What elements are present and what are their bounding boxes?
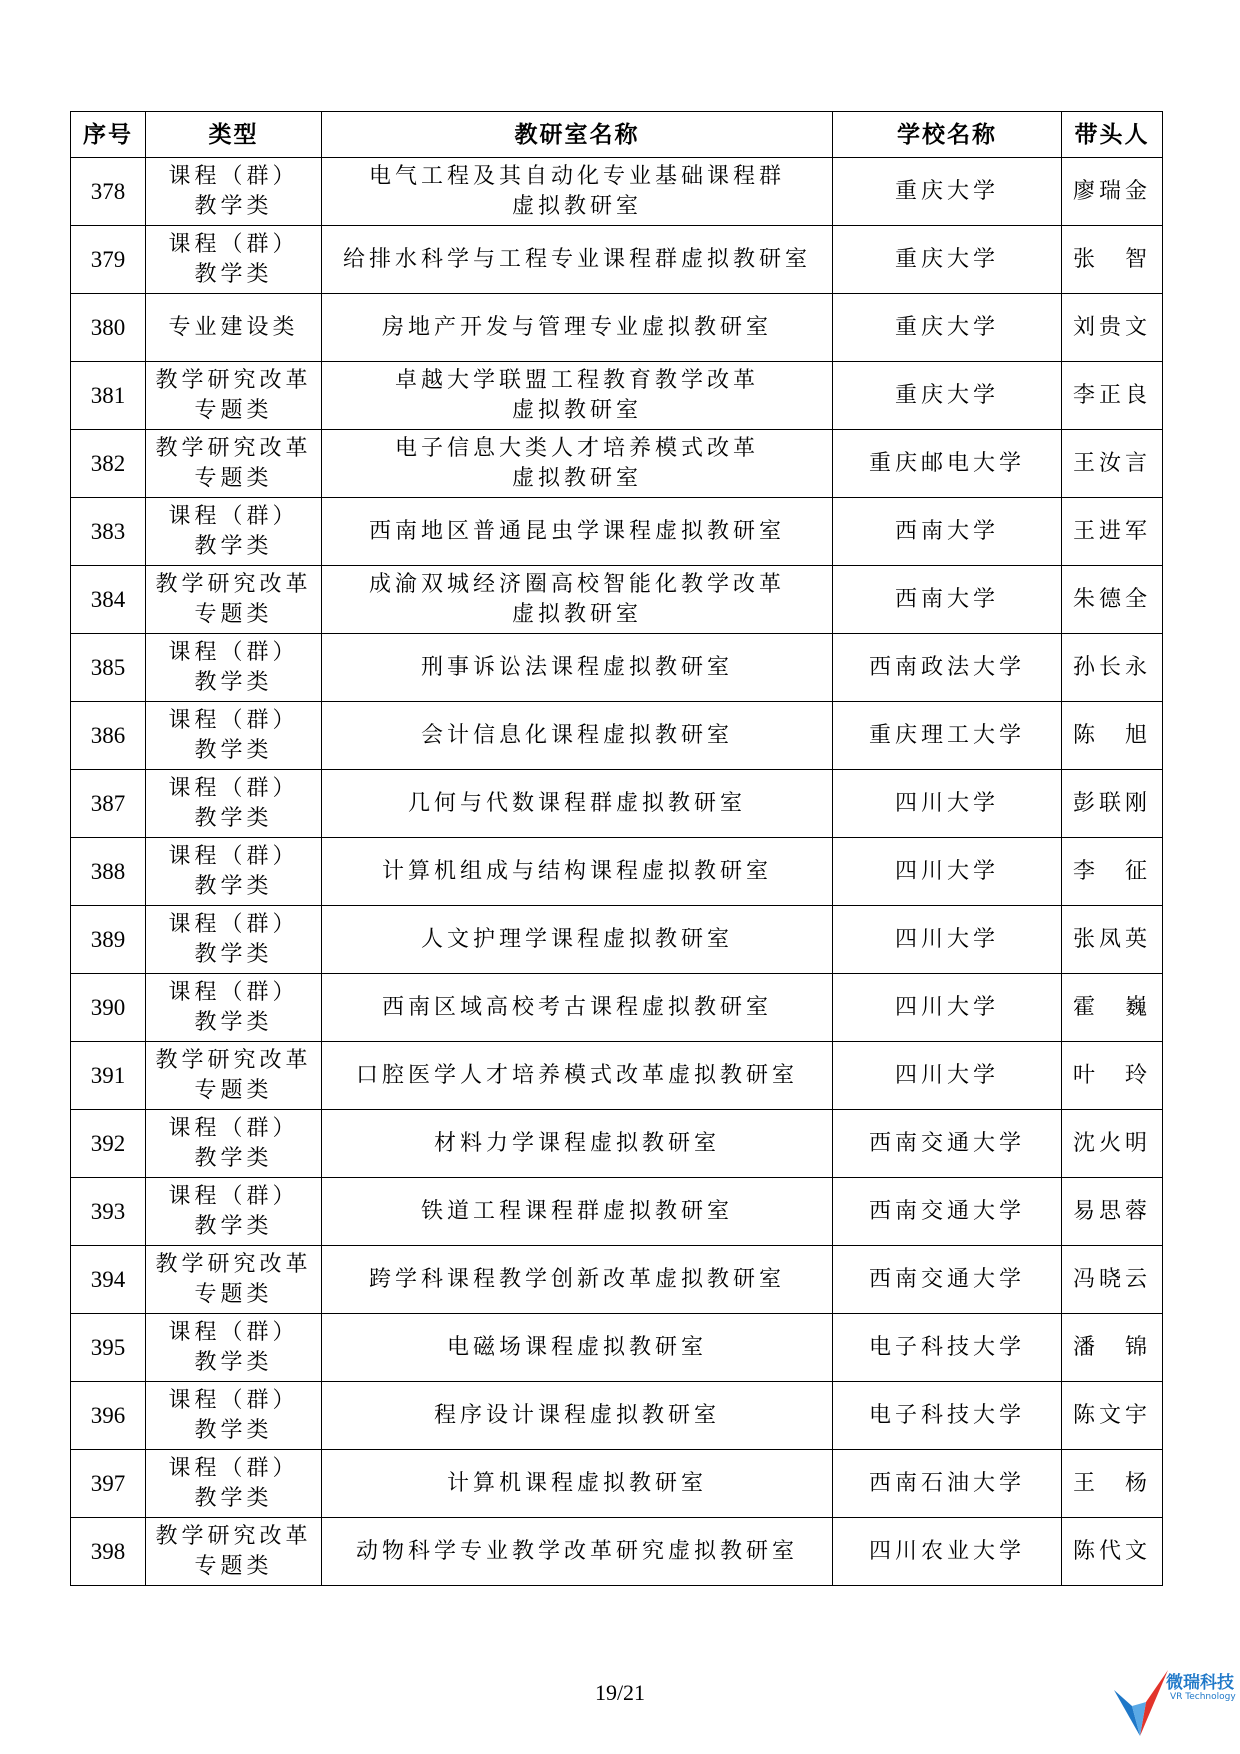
cell-type [146, 1518, 322, 1586]
cell-no [71, 1110, 146, 1178]
cell-leader [1062, 158, 1163, 226]
cell-no-text: 394 [90, 1266, 126, 1292]
cell-school-text: 西南大学 [894, 586, 999, 612]
cell-leader [1062, 702, 1163, 770]
cell-name-text: 会计信息化课程虚拟教研室 [420, 722, 733, 748]
cell-name-text: 动物科学专业教学改革研究虚拟教研室 [355, 1538, 798, 1564]
cell-name [322, 1110, 833, 1178]
cell-type [146, 158, 322, 226]
cell-name-text: 计算机组成与结构课程虚拟教研室 [381, 858, 772, 884]
table-row [71, 1518, 1163, 1586]
cell-no [71, 1042, 146, 1110]
cell-name-text: 铁道工程课程群虚拟教研室 [420, 1198, 733, 1224]
cell-name [322, 158, 833, 226]
cell-type [146, 906, 322, 974]
cell-no [71, 1450, 146, 1518]
cell-school-text: 西南交通大学 [868, 1266, 1025, 1292]
header-school: 学校名称 [833, 112, 1062, 158]
cell-leader [1062, 294, 1163, 362]
cell-no-text: 391 [90, 1062, 126, 1088]
cell-leader [1062, 1450, 1163, 1518]
cell-type [146, 702, 322, 770]
cell-name [322, 430, 833, 498]
cell-name [322, 362, 833, 430]
header-type: 类型 [146, 112, 322, 158]
cell-no-text: 386 [90, 722, 126, 748]
cell-type [146, 1314, 322, 1382]
cell-name-text: 房地产开发与管理专业虚拟教研室 [381, 314, 772, 340]
table-row [71, 566, 1163, 634]
cell-school-text: 西南石油大学 [868, 1470, 1025, 1496]
header-row [71, 112, 1163, 158]
cell-type-text: 课程（群） 教学类 [168, 1455, 299, 1511]
cell-name [322, 294, 833, 362]
cell-type-text: 课程（群） 教学类 [168, 911, 299, 967]
cell-leader [1062, 770, 1163, 838]
table-row [71, 158, 1163, 226]
table-row [71, 906, 1163, 974]
cell-no-text: 379 [90, 246, 126, 272]
cell-no-text: 380 [90, 314, 126, 340]
cell-school-text: 四川大学 [894, 926, 999, 952]
cell-leader-text: 刘贵文 [1072, 314, 1151, 340]
table-row [71, 1314, 1163, 1382]
records-table [70, 111, 1163, 1586]
cell-school-text: 四川大学 [894, 858, 999, 884]
cell-name [322, 1042, 833, 1110]
cell-leader [1062, 226, 1163, 294]
cell-school-text: 四川大学 [894, 790, 999, 816]
cell-name-text: 口腔医学人才培养模式改革虚拟教研室 [355, 1062, 798, 1088]
cell-leader [1062, 1314, 1163, 1382]
company-logo [1110, 1662, 1240, 1750]
cell-no-text: 388 [90, 858, 126, 884]
cell-leader-text: 李正良 [1072, 382, 1151, 408]
cell-type [146, 1246, 322, 1314]
cell-name-text: 电子信息大类人才培养模式改革 虚拟教研室 [394, 435, 759, 491]
cell-leader [1062, 634, 1163, 702]
cell-leader [1062, 566, 1163, 634]
cell-leader-text: 潘 锦 [1072, 1334, 1151, 1360]
cell-no [71, 634, 146, 702]
cell-name [322, 770, 833, 838]
cell-leader [1062, 974, 1163, 1042]
logo-subtitle: VR Technology [1170, 1692, 1236, 1702]
cell-school [833, 702, 1062, 770]
table-header [71, 112, 1163, 158]
cell-leader [1062, 1042, 1163, 1110]
cell-school [833, 1450, 1062, 1518]
cell-no [71, 838, 146, 906]
table-row [71, 430, 1163, 498]
cell-leader [1062, 1110, 1163, 1178]
cell-no [71, 566, 146, 634]
cell-no-text: 396 [90, 1402, 126, 1428]
cell-no [71, 430, 146, 498]
cell-type-text: 课程（群） 教学类 [168, 707, 299, 763]
header-name: 教研室名称 [322, 112, 833, 158]
cell-school [833, 362, 1062, 430]
cell-type-text: 课程（群） 教学类 [168, 979, 299, 1035]
cell-type-text: 课程（群） 教学类 [168, 639, 299, 695]
table-row [71, 770, 1163, 838]
cell-school [833, 1518, 1062, 1586]
cell-school [833, 1246, 1062, 1314]
cell-school-text: 四川大学 [894, 994, 999, 1020]
cell-no [71, 770, 146, 838]
cell-school [833, 1110, 1062, 1178]
cell-leader-text: 易思蓉 [1072, 1198, 1151, 1224]
cell-name [322, 1382, 833, 1450]
cell-type-text: 课程（群） 教学类 [168, 775, 299, 831]
cell-type-text: 教学研究改革 专题类 [155, 435, 312, 491]
cell-school-text: 重庆理工大学 [868, 722, 1025, 748]
cell-type-text: 课程（群） 教学类 [168, 503, 299, 559]
cell-type [146, 430, 322, 498]
cell-school [833, 1042, 1062, 1110]
cell-school [833, 158, 1062, 226]
cell-no [71, 702, 146, 770]
cell-school-text: 四川农业大学 [868, 1538, 1025, 1564]
cell-leader-text: 李 征 [1072, 858, 1151, 884]
cell-type [146, 1382, 322, 1450]
cell-leader-text: 陈 旭 [1072, 722, 1151, 748]
cell-school [833, 838, 1062, 906]
header-leader: 带头人 [1062, 112, 1163, 158]
table-body [71, 158, 1163, 1586]
cell-no [71, 362, 146, 430]
cell-school [833, 430, 1062, 498]
cell-no-text: 384 [90, 586, 126, 612]
cell-name [322, 974, 833, 1042]
cell-name [322, 906, 833, 974]
table-row [71, 974, 1163, 1042]
cell-leader-text: 陈代文 [1072, 1538, 1151, 1564]
logo-name: 微瑞科技 [1166, 1673, 1234, 1693]
table-row [71, 1110, 1163, 1178]
cell-leader-text: 孙长永 [1072, 654, 1151, 680]
cell-school [833, 974, 1062, 1042]
cell-leader-text: 叶 玲 [1072, 1062, 1151, 1088]
table-row [71, 634, 1163, 702]
cell-school [833, 1382, 1062, 1450]
cell-name [322, 702, 833, 770]
cell-no [71, 158, 146, 226]
cell-name-text: 给排水科学与工程专业课程群虚拟教研室 [342, 246, 811, 272]
cell-type [146, 1178, 322, 1246]
table-row [71, 838, 1163, 906]
cell-no-text: 381 [90, 382, 126, 408]
cell-no-text: 378 [90, 178, 126, 204]
cell-name-text: 刑事诉讼法课程虚拟教研室 [420, 654, 733, 680]
page-number: 19/21 [594, 1680, 646, 1705]
cell-leader-text: 霍 巍 [1072, 994, 1151, 1020]
cell-no-text: 389 [90, 926, 126, 952]
cell-no-text: 387 [90, 790, 126, 816]
cell-school-text: 重庆大学 [894, 382, 999, 408]
cell-no [71, 1178, 146, 1246]
cell-type-text: 课程（群） 教学类 [168, 1183, 299, 1239]
cell-leader-text: 王 杨 [1072, 1470, 1151, 1496]
cell-school-text: 西南政法大学 [868, 654, 1025, 680]
cell-type [146, 226, 322, 294]
cell-type-text: 课程（群） 教学类 [168, 163, 299, 219]
table-row [71, 1178, 1163, 1246]
cell-school [833, 498, 1062, 566]
cell-school-text: 西南大学 [894, 518, 999, 544]
table-row [71, 702, 1163, 770]
cell-leader [1062, 1518, 1163, 1586]
header-no: 序号 [71, 112, 146, 158]
cell-leader [1062, 362, 1163, 430]
cell-no-text: 393 [90, 1198, 126, 1224]
cell-leader [1062, 906, 1163, 974]
cell-type [146, 1042, 322, 1110]
cell-school-text: 重庆大学 [894, 178, 999, 204]
cell-name [322, 498, 833, 566]
cell-type-text: 课程（群） 教学类 [168, 1387, 299, 1443]
cell-type [146, 294, 322, 362]
cell-type [146, 770, 322, 838]
table-row [71, 1246, 1163, 1314]
cell-leader [1062, 1246, 1163, 1314]
cell-type-text: 课程（群） 教学类 [168, 1319, 299, 1375]
cell-leader-text: 王汝言 [1072, 450, 1151, 476]
cell-school-text: 西南交通大学 [868, 1198, 1025, 1224]
cell-name [322, 634, 833, 702]
cell-type-text: 教学研究改革 专题类 [155, 1251, 312, 1307]
cell-name-text: 电气工程及其自动化专业基础课程群 虚拟教研室 [368, 163, 785, 219]
table-row [71, 1042, 1163, 1110]
cell-name-text: 几何与代数课程群虚拟教研室 [407, 790, 746, 816]
cell-name-text: 西南地区普通昆虫学课程虚拟教研室 [368, 518, 785, 544]
cell-no-text: 382 [90, 450, 126, 476]
cell-leader-text: 朱德全 [1072, 586, 1151, 612]
cell-no-text: 390 [90, 994, 126, 1020]
cell-name-text: 计算机课程虚拟教研室 [446, 1470, 707, 1496]
cell-name-text: 材料力学课程虚拟教研室 [433, 1130, 720, 1156]
cell-school-text: 重庆大学 [894, 314, 999, 340]
table-row [71, 362, 1163, 430]
cell-type-text: 教学研究改革 专题类 [155, 367, 312, 423]
table-row [71, 1450, 1163, 1518]
cell-school-text: 电子科技大学 [868, 1402, 1025, 1428]
cell-no-text: 383 [90, 518, 126, 544]
cell-name [322, 1246, 833, 1314]
cell-name [322, 1178, 833, 1246]
cell-no-text: 395 [90, 1334, 126, 1360]
cell-leader-text: 彭联刚 [1072, 790, 1151, 816]
cell-type [146, 362, 322, 430]
cell-school [833, 1314, 1062, 1382]
cell-school-text: 重庆大学 [894, 246, 999, 272]
cell-name [322, 838, 833, 906]
cell-type [146, 634, 322, 702]
cell-type [146, 1450, 322, 1518]
cell-school-text: 四川大学 [894, 1062, 999, 1088]
cell-type-text: 教学研究改革 专题类 [155, 1523, 312, 1579]
cell-school-text: 西南交通大学 [868, 1130, 1025, 1156]
cell-type [146, 838, 322, 906]
table-row [71, 1382, 1163, 1450]
cell-leader [1062, 1178, 1163, 1246]
cell-name-text: 跨学科课程教学创新改革虚拟教研室 [368, 1266, 785, 1292]
cell-type-text: 课程（群） 教学类 [168, 231, 299, 287]
cell-school-text: 电子科技大学 [868, 1334, 1025, 1360]
cell-leader [1062, 1382, 1163, 1450]
cell-name-text: 西南区域高校考古课程虚拟教研室 [381, 994, 772, 1020]
cell-leader-text: 廖瑞金 [1072, 178, 1151, 204]
table-row [71, 226, 1163, 294]
cell-school [833, 1178, 1062, 1246]
cell-no-text: 385 [90, 654, 126, 680]
cell-type-text: 课程（群） 教学类 [168, 1115, 299, 1171]
cell-leader-text: 冯晓云 [1072, 1266, 1151, 1292]
cell-name [322, 1450, 833, 1518]
table-row [71, 294, 1163, 362]
cell-no [71, 1314, 146, 1382]
cell-name [322, 1518, 833, 1586]
cell-leader [1062, 838, 1163, 906]
cell-leader [1062, 498, 1163, 566]
cell-leader-text: 沈火明 [1072, 1130, 1151, 1156]
cell-no-text: 397 [90, 1470, 126, 1496]
cell-leader [1062, 430, 1163, 498]
cell-type-text: 教学研究改革 专题类 [155, 571, 312, 627]
cell-name-text: 卓越大学联盟工程教育教学改革 虚拟教研室 [394, 367, 759, 423]
cell-school [833, 634, 1062, 702]
cell-no [71, 498, 146, 566]
cell-type-text: 专业建设类 [168, 314, 299, 340]
cell-no [71, 1246, 146, 1314]
cell-no [71, 1382, 146, 1450]
cell-type [146, 1110, 322, 1178]
cell-no [71, 226, 146, 294]
cell-school [833, 906, 1062, 974]
cell-school [833, 770, 1062, 838]
cell-leader-text: 张 智 [1072, 246, 1151, 272]
cell-name [322, 226, 833, 294]
cell-name-text: 人文护理学课程虚拟教研室 [420, 926, 733, 952]
cell-leader-text: 张凤英 [1072, 926, 1151, 952]
cell-leader-text: 陈文宇 [1072, 1402, 1151, 1428]
cell-no [71, 974, 146, 1042]
cell-name [322, 1314, 833, 1382]
cell-type-text: 教学研究改革 专题类 [155, 1047, 312, 1103]
cell-type [146, 566, 322, 634]
cell-no [71, 294, 146, 362]
table-row [71, 498, 1163, 566]
cell-no-text: 392 [90, 1130, 126, 1156]
cell-school [833, 226, 1062, 294]
cell-type [146, 974, 322, 1042]
cell-school [833, 294, 1062, 362]
cell-no [71, 1518, 146, 1586]
cell-school [833, 566, 1062, 634]
cell-name-text: 成渝双城经济圈高校智能化教学改革 虚拟教研室 [368, 571, 785, 627]
cell-leader-text: 王进军 [1072, 518, 1151, 544]
cell-type-text: 课程（群） 教学类 [168, 843, 299, 899]
cell-type [146, 498, 322, 566]
cell-name [322, 566, 833, 634]
vr-logo-icon [1110, 1662, 1174, 1742]
cell-name-text: 电磁场课程虚拟教研室 [446, 1334, 707, 1360]
cell-name-text: 程序设计课程虚拟教研室 [433, 1402, 720, 1428]
cell-no-text: 398 [90, 1538, 126, 1564]
cell-no [71, 906, 146, 974]
cell-school-text: 重庆邮电大学 [868, 450, 1025, 476]
